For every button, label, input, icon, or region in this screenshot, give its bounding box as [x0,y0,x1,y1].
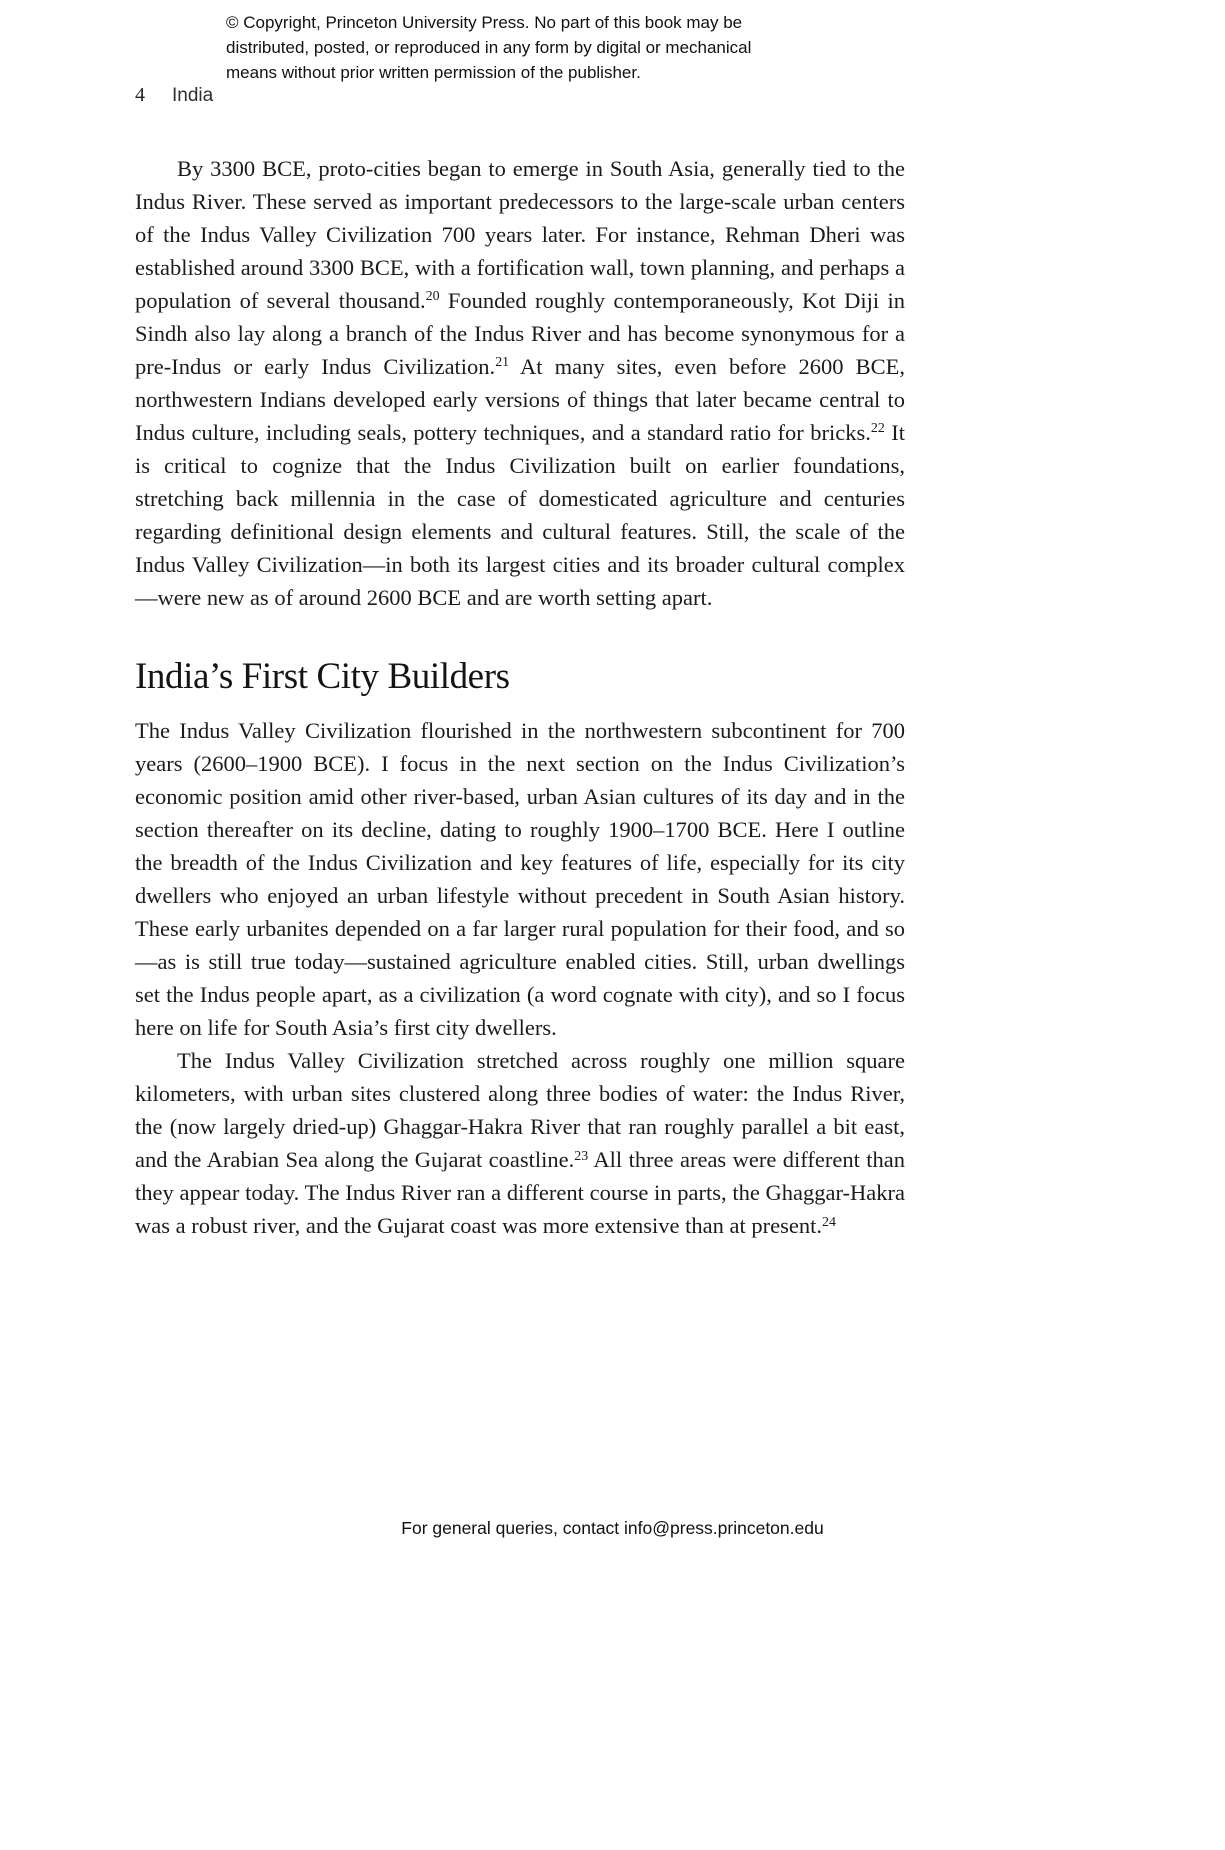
section-paragraphs [135,714,905,1242]
running-head-title: India [172,85,214,106]
footnote-reference: 20 [425,289,440,305]
body-paragraph: The Indus Valley Civilization flourished in the northwestern subcontinent for 700 years (2600–1900 BCE). I focus in the next section on the Indus Civilization’s economic position amid other river-based, urban Asian cultures of its day and in the section thereafter on its decline, dating to roughly 1900–1700 BCE. Here I outline the breadth of the Indus Civilization and key features of life, especially for its city dwellers who enjoyed an urban lifestyle without precedent in South Asian history. These early urbanites depended on a far larger rural population for their food, and so—as is still true today—sustained agriculture enabled cities. Still, urban dwellings set the Indus people apart, as a civilization (a word cognate with city), and so I focus here on life for South Asia’s first city dwellers. [135,718,905,1041]
footnote-reference: 21 [495,355,510,371]
footnote-reference: 24 [822,1214,836,1230]
footnote-reference: 22 [870,421,885,437]
body-text [135,152,905,1242]
copyright-notice [226,10,751,85]
body-paragraph: By 3300 BCE, proto-cities began to emerge in South Asia, generally tied to the Indus River. These served as important predecessors to the large-scale urban centers of the Indus Valley Civilization 700 years later. For instance, Rehman Dheri was established around 3300 BCE, with a fortification wall, town planning, and perhaps a population of several thousand.$^{20}$ Founded roughly contemporaneously, Kot Diji in Sindh also lay along a branch of the Indus River and has become synonymous for a pre-Indus or early Indus Civilization.$^{21}$ At many sites, even before 2600 BCE, northwestern Indians developed early versions of things that later became central to Indus culture, including seals, pottery techniques, and a standard ratio for bricks.$^{22}$ It is critical to cognize that the Indus Civilization built on earlier foundations, stretching back millennia in the case of domesticated agriculture and centuries regarding definitional design elements and cultural features. Still, the scale of the Indus Valley Civilization—in both its largest cities and its broader cultural complex—were new as of around 2600 BCE and are worth setting apart. [135,156,906,610]
running-head [135,84,905,107]
intro-paragraphs [135,152,905,614]
section-heading: India’s First City Builders [135,656,510,697]
copyright-line: distributed, posted, or reproduced in any form by digital or mechanical [226,38,752,57]
footnote-reference: 23 [574,1148,589,1164]
page-number: 4 [135,84,145,106]
body-paragraph: The Indus Valley Civilization stretched across roughly one million square kilometers, with urban sites clustered along three bodies of water: the Indus River, the (now largely dried-up) Ghaggar-Hakra River that ran roughly parallel a bit east, and the Arabian Sea along the Gujarat coastline.$^{23}$ All three areas were different than they appear today. The Indus River ran a different course in parts, the Ghaggar-Hakra was a robust river, and the Gujarat coast was more extensive than at present.$^{24}$ [135,1048,905,1239]
copyright-line: © Copyright, Princeton University Press. No part of this book may be [226,13,743,32]
copyright-line: means without prior written permission of the publisher. [226,63,641,82]
footer-queries: For general queries, contact info@press.princeton.edu [401,1518,824,1538]
